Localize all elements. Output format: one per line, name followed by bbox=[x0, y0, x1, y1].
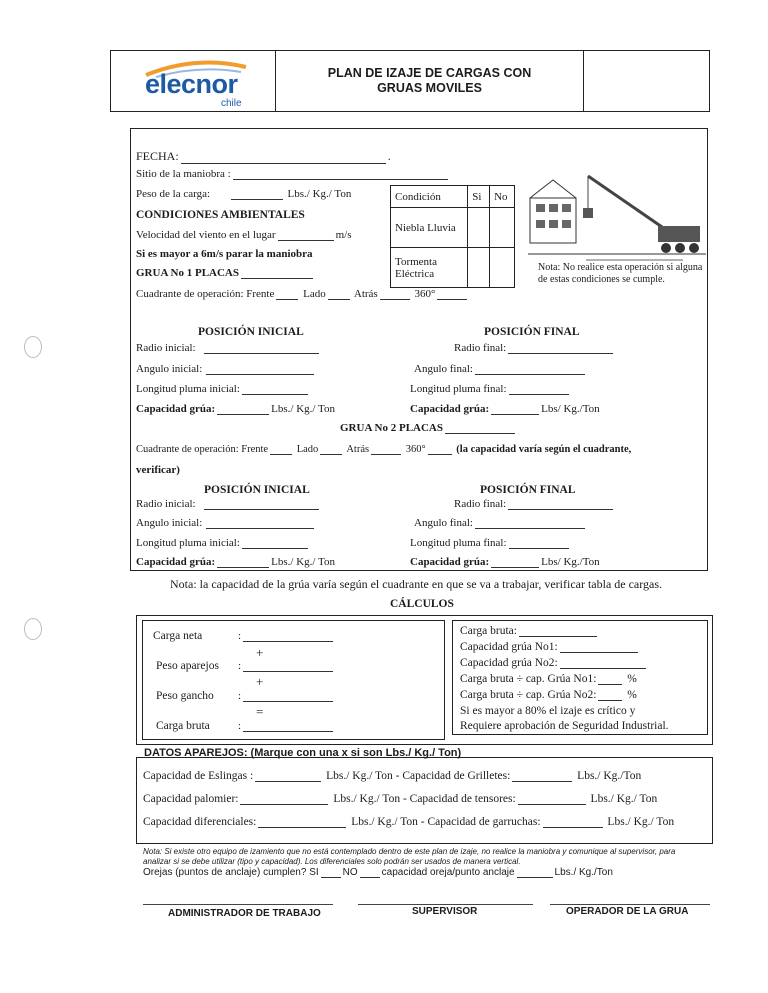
sitio-row bbox=[136, 168, 450, 180]
palomier-units: Lbs./ Kg./ Ton - bbox=[333, 793, 407, 805]
long-inicial-2-field[interactable] bbox=[242, 548, 308, 549]
pos-final-1-title: POSICIÓN FINAL bbox=[484, 326, 580, 338]
carga-neta-field[interactable] bbox=[243, 641, 333, 642]
nota-general: Nota: la capacidad de la grúa varía según el cuadrante en que se va a trabajar, verificar tabla de cargas. bbox=[170, 577, 663, 591]
tensores-label: Capacidad de tensores: bbox=[409, 793, 516, 805]
cond-si-checkbox[interactable] bbox=[468, 248, 490, 288]
lado1-field[interactable] bbox=[328, 299, 350, 300]
doc-title-text: PLAN DE IZAJE DE CARGAS CON GRUAS MOVILES bbox=[327, 66, 532, 95]
long-inicial-1-row bbox=[136, 383, 310, 395]
datos-row-3 bbox=[143, 816, 674, 828]
cap-grua-inicial-2-units: Lbs./ Kg./ Ton bbox=[271, 556, 335, 568]
cond-no-checkbox[interactable] bbox=[490, 208, 515, 248]
peso-aparejos-row: : bbox=[238, 660, 335, 672]
radio-final-1-label: Radio final: bbox=[454, 342, 507, 354]
orejas-no-label: NO bbox=[342, 867, 358, 878]
angulo-inicial-2-field[interactable] bbox=[206, 528, 314, 529]
logo-sub: chile bbox=[221, 98, 242, 109]
condition-row bbox=[391, 248, 515, 288]
cuadrante2-row bbox=[136, 444, 631, 455]
peso-field[interactable] bbox=[231, 199, 283, 200]
calc-right-ratio1-field[interactable] bbox=[598, 684, 622, 685]
eslingas-field[interactable] bbox=[255, 781, 321, 782]
angulo-final-1-row bbox=[414, 363, 587, 375]
radio-final-1-row bbox=[454, 342, 615, 354]
peso-row bbox=[136, 188, 351, 200]
cap-grua-inicial-2-label: Capacidad grúa: bbox=[136, 556, 216, 568]
orejas-no-field[interactable] bbox=[360, 877, 380, 878]
cap-grua-final-1-row bbox=[410, 403, 600, 415]
velocidad-field[interactable] bbox=[278, 240, 334, 241]
grua2-field[interactable] bbox=[445, 433, 515, 434]
fecha-field[interactable] bbox=[181, 163, 386, 164]
garruchas-units: Lbs./ Kg./ Ton bbox=[607, 816, 675, 828]
pos-final-2-title: POSICIÓN FINAL bbox=[480, 484, 576, 496]
cap-grua-inicial-2-field[interactable] bbox=[217, 567, 269, 568]
sitio-label: Sitio de la maniobra : bbox=[136, 168, 231, 180]
calc-right-carga-bruta bbox=[460, 625, 599, 637]
radio-inicial-1-field[interactable] bbox=[204, 353, 319, 354]
calc-right-ratio1-label: Carga bruta ÷ cap. Grúa No1: bbox=[460, 673, 597, 685]
grilletes-units: Lbs./ Kg./Ton bbox=[577, 770, 642, 782]
grua2-row bbox=[340, 422, 517, 434]
frente2-field[interactable] bbox=[270, 454, 292, 455]
op-equals: = bbox=[256, 704, 264, 719]
calc-right-cap2-field[interactable] bbox=[560, 668, 646, 669]
cap-grua-inicial-2-row bbox=[136, 556, 335, 568]
sig-line-supervisor bbox=[358, 904, 533, 905]
sig-line-operador bbox=[550, 904, 710, 905]
op-plus-2: + bbox=[256, 674, 264, 689]
cap-grua-final-2-field[interactable] bbox=[491, 567, 539, 568]
cond-header-condicion: Condición bbox=[391, 186, 468, 208]
angulo-inicial-2-label: Angulo inicial: bbox=[136, 517, 203, 529]
cond-no-checkbox[interactable] bbox=[490, 248, 515, 288]
cap-grua-final-2-units: Lbs/ Kg./Ton bbox=[541, 556, 600, 568]
atras1-field[interactable] bbox=[380, 299, 410, 300]
grua1-label: GRUA No 1 PLACAS bbox=[136, 267, 239, 279]
long-final-2-field[interactable] bbox=[509, 548, 569, 549]
radio-inicial-1-row bbox=[136, 342, 321, 354]
datos-row-1 bbox=[143, 770, 641, 782]
orejas-label: Orejas (puntos de anclaje) cumplen? SI bbox=[143, 867, 319, 878]
sitio-field[interactable] bbox=[233, 179, 448, 180]
garruchas-field[interactable] bbox=[543, 827, 603, 828]
grilletes-label: Capacidad de Grilletes: bbox=[402, 770, 511, 782]
cap-grua-final-2-label: Capacidad grúa: bbox=[410, 556, 490, 568]
carga-bruta-field[interactable] bbox=[243, 731, 333, 732]
cap-grua-final-2-row bbox=[410, 556, 600, 568]
condition-table bbox=[390, 185, 515, 288]
angulo-final-1-field[interactable] bbox=[475, 374, 585, 375]
cond-niebla-lluvia: Niebla Lluvia bbox=[391, 208, 468, 248]
orejas-row bbox=[143, 867, 613, 878]
eslingas-label: Capacidad de Eslingas : bbox=[143, 770, 254, 782]
pct-2: % bbox=[627, 689, 637, 701]
peso-units: Lbs./ Kg./ Ton bbox=[287, 188, 352, 200]
calc-right-cap2 bbox=[460, 657, 648, 669]
radio-final-2-label: Radio final: bbox=[454, 498, 507, 510]
angulo-final-2-row bbox=[414, 517, 587, 529]
long-final-1-row bbox=[410, 383, 571, 395]
orejas-units: Lbs./ Kg./Ton bbox=[554, 867, 613, 878]
pos-inicial-2-title: POSICIÓN INICIAL bbox=[204, 484, 310, 496]
angulo-inicial-1-row bbox=[136, 363, 316, 375]
eslingas-units: Lbs./ Kg./ Ton - bbox=[326, 770, 400, 782]
lado2-label: Lado bbox=[296, 444, 319, 455]
verificar-text: verificar) bbox=[136, 464, 180, 476]
radio-inicial-2-label: Radio inicial: bbox=[136, 498, 196, 510]
footer-nota: Nota: Si existe otro equipo de izamiento que no está contemplado dentro de este plan de izaje, no realice la maniobra y comunique al supervisor, para analizar si se debe utilizar (tipo y capacidad). Los diferenciales solo podrán ser usados de manera vertical. bbox=[143, 847, 676, 866]
peso-gancho-row: : bbox=[238, 690, 335, 702]
cond-si-checkbox[interactable] bbox=[468, 208, 490, 248]
header-box bbox=[110, 50, 710, 112]
angulo-final-1-label: Angulo final: bbox=[414, 363, 473, 375]
radio-final-2-field[interactable] bbox=[508, 509, 613, 510]
si-mayor-text: Si es mayor a 6m/s parar la maniobra bbox=[136, 248, 313, 260]
lado2-field[interactable] bbox=[320, 454, 342, 455]
cap-grua-final-1-label: Capacidad grúa: bbox=[410, 403, 490, 415]
cap-grua-inicial-1-field[interactable] bbox=[217, 414, 269, 415]
radio-inicial-1-label: Radio inicial: bbox=[136, 342, 196, 354]
cond-amb-title: CONDICIONES AMBIENTALES bbox=[136, 209, 305, 221]
palomier-label: Capacidad palomier: bbox=[143, 793, 239, 805]
cuadrante1-label: Cuadrante de operación: Frente bbox=[136, 288, 275, 300]
peso-aparejos-label: Peso aparejos bbox=[156, 660, 219, 672]
angulo-inicial-1-label: Angulo inicial: bbox=[136, 363, 203, 375]
g3601-label: 360° bbox=[414, 288, 436, 300]
calc-right-carga-bruta-label: Carga bruta: bbox=[460, 625, 517, 637]
cond-header-no: No bbox=[490, 186, 515, 208]
grua1-row bbox=[136, 267, 315, 279]
datos-title: DATOS APAREJOS: (Marque con una x si son Lbs./ Kg./ Ton) bbox=[144, 747, 462, 759]
g3602-label: 360° bbox=[405, 444, 426, 455]
calc-right-cap2-label: Capacidad grúa No2: bbox=[460, 657, 558, 669]
peso-aparejos-field[interactable] bbox=[243, 671, 333, 672]
long-final-1-field[interactable] bbox=[509, 394, 569, 395]
orejas-si-field[interactable] bbox=[321, 877, 341, 878]
tensores-units: Lbs./ Kg./ Ton bbox=[590, 793, 658, 805]
doc-title bbox=[276, 51, 584, 111]
logo-cell bbox=[111, 51, 276, 111]
cond-header-si: Si bbox=[468, 186, 490, 208]
atras2-field[interactable] bbox=[371, 454, 401, 455]
frente1-field[interactable] bbox=[276, 299, 298, 300]
datos-row-2 bbox=[143, 793, 657, 805]
calc-right-ratio1 bbox=[460, 673, 637, 685]
sig-operador: OPERADOR DE LA GRUA bbox=[566, 906, 689, 917]
op-plus-1: + bbox=[256, 645, 264, 660]
cap-grua-inicial-1-label: Capacidad grúa: bbox=[136, 403, 216, 415]
sig-admin: ADMINISTRADOR DE TRABAJO bbox=[168, 908, 321, 919]
condition-row bbox=[391, 208, 515, 248]
carga-bruta-label: Carga bruta bbox=[156, 720, 210, 732]
calc-right-cap1 bbox=[460, 641, 640, 653]
nota-cond: Nota: No realice esta operación si alguna de estas condiciones se cumple. bbox=[538, 262, 703, 285]
cuadrante2-note: (la capacidad varía según el cuadrante, bbox=[456, 444, 632, 455]
angulo-inicial-1-field[interactable] bbox=[206, 374, 314, 375]
long-final-2-label: Longitud pluma final: bbox=[410, 537, 507, 549]
cuadrante2-label: Cuadrante de operación: Frente bbox=[136, 444, 269, 455]
angulo-final-2-field[interactable] bbox=[475, 528, 585, 529]
velocidad-row bbox=[136, 229, 352, 241]
punch-hole bbox=[24, 618, 42, 640]
radio-inicial-2-row bbox=[136, 498, 321, 510]
calculos-title: CÁLCULOS bbox=[390, 598, 454, 610]
calc-right-ratio2-label: Carga bruta ÷ cap. Grúa No2: bbox=[460, 689, 597, 701]
radio-inicial-2-field[interactable] bbox=[204, 509, 319, 510]
capacidad-oreja-field[interactable] bbox=[517, 877, 553, 878]
g3602-field[interactable] bbox=[428, 454, 452, 455]
sig-supervisor: SUPERVISOR bbox=[412, 906, 478, 917]
cap-grua-inicial-1-units: Lbs./ Kg./ Ton bbox=[271, 403, 335, 415]
grilletes-field[interactable] bbox=[512, 781, 572, 782]
radio-final-1-field[interactable] bbox=[508, 353, 613, 354]
garruchas-label: Capacidad de garruchas: bbox=[427, 816, 541, 828]
fecha-label: FECHA: bbox=[136, 149, 179, 163]
angulo-final-2-label: Angulo final: bbox=[414, 517, 473, 529]
pos-inicial-1-title: POSICIÓN INICIAL bbox=[198, 326, 304, 338]
long-inicial-2-row bbox=[136, 537, 310, 549]
fecha-row: FECHA: . bbox=[136, 149, 391, 163]
calc-right-ratio2 bbox=[460, 689, 637, 701]
diferenciales-field[interactable] bbox=[258, 827, 346, 828]
peso-gancho-label: Peso gancho bbox=[156, 690, 214, 702]
pct-1: % bbox=[627, 673, 637, 685]
cap-grua-final-1-units: Lbs/ Kg./Ton bbox=[541, 403, 600, 415]
tensores-field[interactable] bbox=[518, 804, 586, 805]
long-final-2-row bbox=[410, 537, 571, 549]
long-final-1-label: Longitud pluma final: bbox=[410, 383, 507, 395]
long-inicial-1-label: Longitud pluma inicial: bbox=[136, 383, 240, 395]
calc-right-ratio2-field[interactable] bbox=[598, 700, 622, 701]
cap-grua-final-1-field[interactable] bbox=[491, 414, 539, 415]
long-inicial-1-field[interactable] bbox=[242, 394, 308, 395]
long-inicial-2-label: Longitud pluma inicial: bbox=[136, 537, 240, 549]
condition-table-header bbox=[391, 186, 515, 208]
punch-hole bbox=[24, 336, 42, 358]
sig-line-admin bbox=[143, 904, 333, 905]
cap-grua-inicial-1-row bbox=[136, 403, 335, 415]
velocidad-unit: m/s bbox=[335, 229, 352, 241]
cuadrante1-row bbox=[136, 288, 469, 300]
diferenciales-label: Capacidad diferenciales: bbox=[143, 816, 257, 828]
calc-right-carga-bruta-field[interactable] bbox=[519, 636, 597, 637]
grua2-label: GRUA No 2 PLACAS bbox=[340, 422, 443, 434]
calc-right-critico: Si es mayor a 80% el izaje es crítico y bbox=[460, 705, 636, 717]
capacidad-oreja-label: capacidad oreja/punto anclaje bbox=[381, 867, 515, 878]
peso-label: Peso de la carga: bbox=[136, 188, 211, 200]
radio-final-2-row bbox=[454, 498, 615, 510]
carga-neta-row: : bbox=[238, 630, 335, 642]
crane-illustration bbox=[528, 168, 706, 263]
calc-right-cap1-field[interactable] bbox=[560, 652, 638, 653]
logo-text: elecnor bbox=[145, 69, 238, 99]
peso-gancho-field[interactable] bbox=[243, 701, 333, 702]
carga-bruta-row: : bbox=[238, 720, 335, 732]
lado1-label: Lado bbox=[303, 288, 326, 300]
grua1-field[interactable] bbox=[241, 278, 313, 279]
g3601-field[interactable] bbox=[437, 299, 467, 300]
angulo-inicial-2-row bbox=[136, 517, 316, 529]
palomier-field[interactable] bbox=[240, 804, 328, 805]
diferenciales-units: Lbs./ Kg./ Ton - bbox=[351, 816, 425, 828]
calc-right-aprobacion: Requiere aprobación de Seguridad Industrial. bbox=[460, 720, 669, 732]
velocidad-label: Velocidad del viento en el lugar bbox=[136, 229, 276, 241]
cond-tormenta: Tormenta Eléctrica bbox=[391, 248, 468, 288]
carga-neta-label: Carga neta bbox=[153, 630, 203, 642]
atras1-label: Atrás bbox=[353, 288, 378, 300]
atras2-label: Atrás bbox=[346, 444, 370, 455]
calc-right-cap1-label: Capacidad grúa No1: bbox=[460, 641, 558, 653]
